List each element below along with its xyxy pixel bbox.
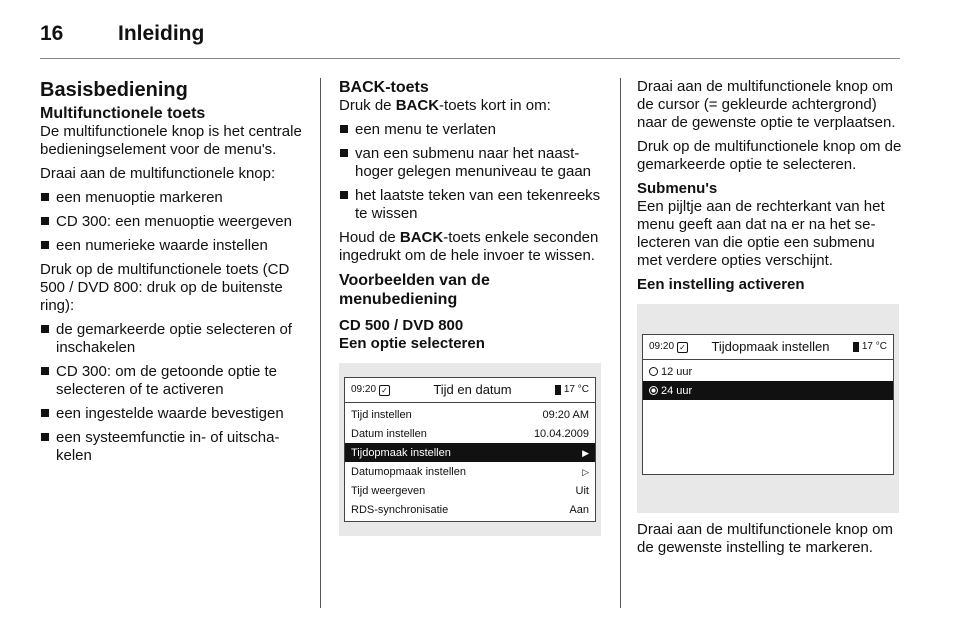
chapter-title: Inleiding — [118, 22, 205, 45]
back-key-label: BACK — [395, 97, 440, 114]
bullet-icon — [41, 325, 49, 333]
bullet-icon — [41, 409, 49, 417]
display-screen — [642, 334, 894, 475]
menu-item[interactable]: Datum instellen 10.04.2009 — [351, 428, 589, 440]
menu-item[interactable]: Tijd instellen 09:20 AM — [351, 409, 589, 421]
example-heading: Een optie selecteren — [339, 335, 485, 352]
radio-option[interactable]: 12 uur — [643, 362, 893, 381]
column-3 — [637, 78, 903, 563]
section-title: Basisbediening — [40, 79, 188, 101]
screen-title: Tijdopmaak instellen — [711, 339, 830, 354]
list-item: van een submenu naar het naasthoger gelegen menuniveau te gaan — [339, 145, 601, 181]
paragraph: Druk de BACK-toets kort in om: — [339, 97, 551, 114]
list-item: een menu te verlaten — [339, 121, 601, 139]
bullet-list — [40, 189, 306, 255]
header-rule — [40, 58, 900, 59]
screen-image — [339, 363, 601, 536]
list-item: een menuoptie markeren — [40, 189, 306, 207]
device-heading: CD 500 / DVD 800 — [339, 317, 464, 334]
column-1 — [40, 78, 306, 471]
list-item: de gemarkeerde optie selecteren of inschakelen — [40, 321, 306, 357]
screen-status-bar — [643, 335, 893, 360]
page-number: 16 — [40, 22, 64, 45]
screen-status-bar — [345, 378, 595, 403]
clock: 09:20 — [649, 341, 675, 352]
submenu-heading: Submenu's — [637, 180, 718, 197]
subsection-title: BACK-toets — [339, 79, 429, 96]
thermometer-icon — [853, 342, 859, 352]
check-icon: ✓ — [379, 385, 390, 396]
screen-image — [637, 304, 899, 513]
chevron-right-icon: ▷ — [582, 467, 589, 477]
bullet-icon — [340, 191, 348, 199]
back-key-label: BACK — [399, 229, 444, 246]
radio-option-selected[interactable]: 24 uur — [643, 381, 893, 400]
menu-item[interactable]: Datumopmaak instellen ▷ — [351, 466, 589, 478]
paragraph: Draai aan de multifunctionele knop: — [40, 165, 276, 182]
list-item: CD 300: om de getoonde optie te selecteren of te activeren — [40, 363, 306, 399]
column-divider — [320, 78, 321, 608]
menu-item-selected[interactable]: Tijdopmaak instellen ▶ — [345, 443, 595, 462]
bullet-icon — [41, 367, 49, 375]
list-item: een systeemfunctie in- of uitschakelen — [40, 429, 306, 465]
list-item: een ingestelde waarde bevestigen — [40, 405, 306, 423]
activate-heading: Een instelling activeren — [637, 276, 805, 293]
clock: 09:20 — [351, 384, 377, 395]
chevron-right-icon: ▶ — [582, 448, 589, 458]
subsection-title: Voorbeelden van de menubediening — [339, 272, 490, 308]
paragraph: Draai aan de multifunctionele knop om de gewenste instelling te markeren. — [637, 521, 893, 556]
paragraph: Een pijltje aan de rechterkant van het menu geeft aan dat na er na het selecteren van die optie een submenu met verdere opties verschijnt. — [637, 198, 885, 269]
list-item: het laatste teken van een tekenreeks te wissen — [339, 187, 601, 223]
radio-on-icon — [649, 386, 658, 395]
subsection-title: Multifunctionele toets — [40, 105, 206, 122]
paragraph: Houd de BACK-toets enkele seconden ingedrukt om de hele invoer te wissen. — [339, 229, 599, 264]
thermometer-icon — [555, 385, 561, 395]
column-2 — [339, 78, 601, 536]
bullet-icon — [340, 125, 348, 133]
check-icon: ✓ — [677, 342, 688, 353]
menu-item[interactable]: RDS-synchronisatie Aan — [351, 504, 589, 516]
paragraph: Draai aan de multifunctionele knop om de cursor (= gekleurde achtergrond) naar de gewenste optie te verplaatsen. — [637, 78, 896, 131]
bullet-icon — [41, 433, 49, 441]
paragraph: Druk op de multifunctionele knop om de gemarkeerde optie te selecteren. — [637, 138, 902, 173]
temperature: 17 °C — [555, 383, 589, 397]
bullet-icon — [41, 193, 49, 201]
menu-item[interactable]: Tijd weergeven Uit — [351, 485, 589, 497]
list-item: CD 300: een menuoptie weergeven — [40, 213, 306, 231]
bullet-list — [339, 121, 601, 223]
list-item: een numerieke waarde instellen — [40, 237, 306, 255]
paragraph: Druk op de multifunctionele toets (CD 500 / DVD 800: druk op de buitenste ring): — [40, 261, 290, 314]
bullet-icon — [41, 241, 49, 249]
bullet-list — [40, 321, 306, 465]
paragraph: De multifunctionele knop is het centrale bedieningselement voor de menu's. — [40, 123, 302, 158]
radio-off-icon — [649, 367, 658, 376]
bullet-icon — [41, 217, 49, 225]
temperature: 17 °C — [853, 340, 887, 354]
screen-title: Tijd en datum — [433, 382, 512, 397]
bullet-icon — [340, 149, 348, 157]
display-screen — [344, 377, 596, 522]
column-divider — [620, 78, 621, 608]
